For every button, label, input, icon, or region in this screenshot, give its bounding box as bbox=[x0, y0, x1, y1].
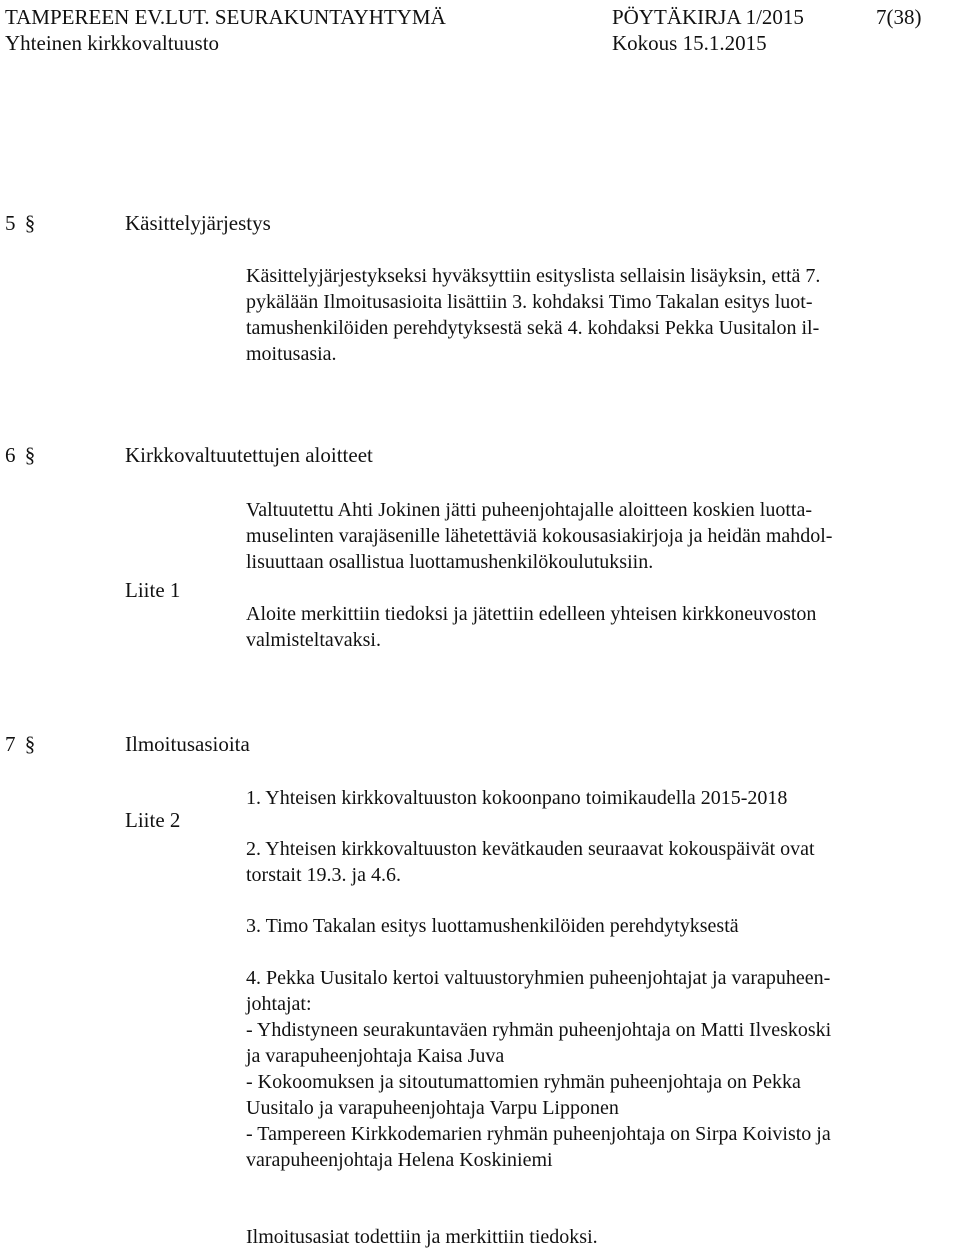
meeting-date: Kokous 15.1.2015 bbox=[612, 31, 767, 55]
section-text-line: Käsittelyjärjestykseksi hyväksyttiin esityslista sellaisin lisäyksin, että 7. bbox=[246, 265, 821, 287]
group-line: varapuheenjohtaja Helena Koskiniemi bbox=[246, 1149, 553, 1171]
section-number: 6 bbox=[5, 443, 16, 467]
section-text-line: Aloite merkittiin tiedoksi ja jätettiin edelleen yhteisen kirkkoneuvoston bbox=[246, 603, 817, 625]
list-item-continuation: johtajat: bbox=[246, 993, 312, 1015]
section-text-line: pykälään Ilmoitusasioita lisättiin 3. kohdaksi Timo Takalan esitys luot- bbox=[246, 291, 813, 313]
group-line: Uusitalo ja varapuheenjohtaja Varpu Lipponen bbox=[246, 1097, 619, 1119]
section-text-line: moitusasia. bbox=[246, 343, 337, 365]
section-text-line: Valtuutettu Ahti Jokinen jätti puheenjohtajalle aloitteen koskien luotta- bbox=[246, 499, 812, 521]
group-line: - Yhdistyneen seurakuntaväen ryhmän puheenjohtaja on Matti Ilveskoski bbox=[246, 1019, 832, 1041]
section-symbol: § bbox=[24, 211, 36, 235]
section-number: 5 bbox=[5, 211, 16, 235]
group-line: - Tampereen Kirkkodemarien ryhmän puheenjohtaja on Sirpa Koivisto ja bbox=[246, 1123, 831, 1145]
section-title: Käsittelyjärjestys bbox=[125, 211, 271, 235]
list-item-continuation: torstait 19.3. ja 4.6. bbox=[246, 864, 401, 886]
document-type: PÖYTÄKIRJA 1/2015 bbox=[612, 5, 804, 29]
attachment-label: Liite 1 bbox=[125, 578, 181, 602]
body-name: Yhteinen kirkkovaltuusto bbox=[5, 31, 220, 55]
section-title: Kirkkovaltuutettujen aloitteet bbox=[125, 443, 373, 467]
list-item: 4. Pekka Uusitalo kertoi valtuustoryhmien puheenjohtajat ja varapuheen- bbox=[246, 967, 831, 989]
section-title: Ilmoitusasioita bbox=[125, 732, 250, 756]
section-text-line: valmisteltavaksi. bbox=[246, 629, 381, 651]
list-item: 1. Yhteisen kirkkovaltuuston kokoonpano toimikaudella 2015-2018 bbox=[246, 787, 788, 809]
section-text-line: lisuuttaan osallistua luottamushenkilökoulutuksiin. bbox=[246, 551, 654, 573]
list-item: 2. Yhteisen kirkkovaltuuston kevätkauden seuraavat kokouspäivät ovat bbox=[246, 838, 815, 860]
group-line: - Kokoomuksen ja sitoutumattomien ryhmän puheenjohtaja on Pekka bbox=[246, 1071, 801, 1093]
section-text-line: muselinten varajäsenille lähetettäviä kokousasiakirjoja ja heidän mahdol- bbox=[246, 525, 833, 547]
section-text-line: tamushenkilöiden perehdytyksestä sekä 4. kohdaksi Pekka Uusitalon il- bbox=[246, 317, 820, 339]
section-7-heading bbox=[5, 732, 35, 756]
section-number: 7 bbox=[5, 732, 16, 756]
page-number: 7(38) bbox=[876, 5, 922, 29]
section-5-heading bbox=[5, 211, 35, 235]
section-symbol: § bbox=[24, 732, 36, 756]
attachment-label: Liite 2 bbox=[125, 808, 181, 832]
section-6-heading bbox=[5, 443, 35, 467]
organization-name: TAMPEREEN EV.LUT. SEURAKUNTAYHTYMÄ bbox=[5, 5, 446, 29]
closing-statement: Ilmoitusasiat todettiin ja merkittiin tiedoksi. bbox=[246, 1226, 598, 1248]
group-line: ja varapuheenjohtaja Kaisa Juva bbox=[246, 1045, 505, 1067]
section-symbol: § bbox=[24, 443, 36, 467]
list-item: 3. Timo Takalan esitys luottamushenkilöiden perehdytyksestä bbox=[246, 915, 739, 937]
